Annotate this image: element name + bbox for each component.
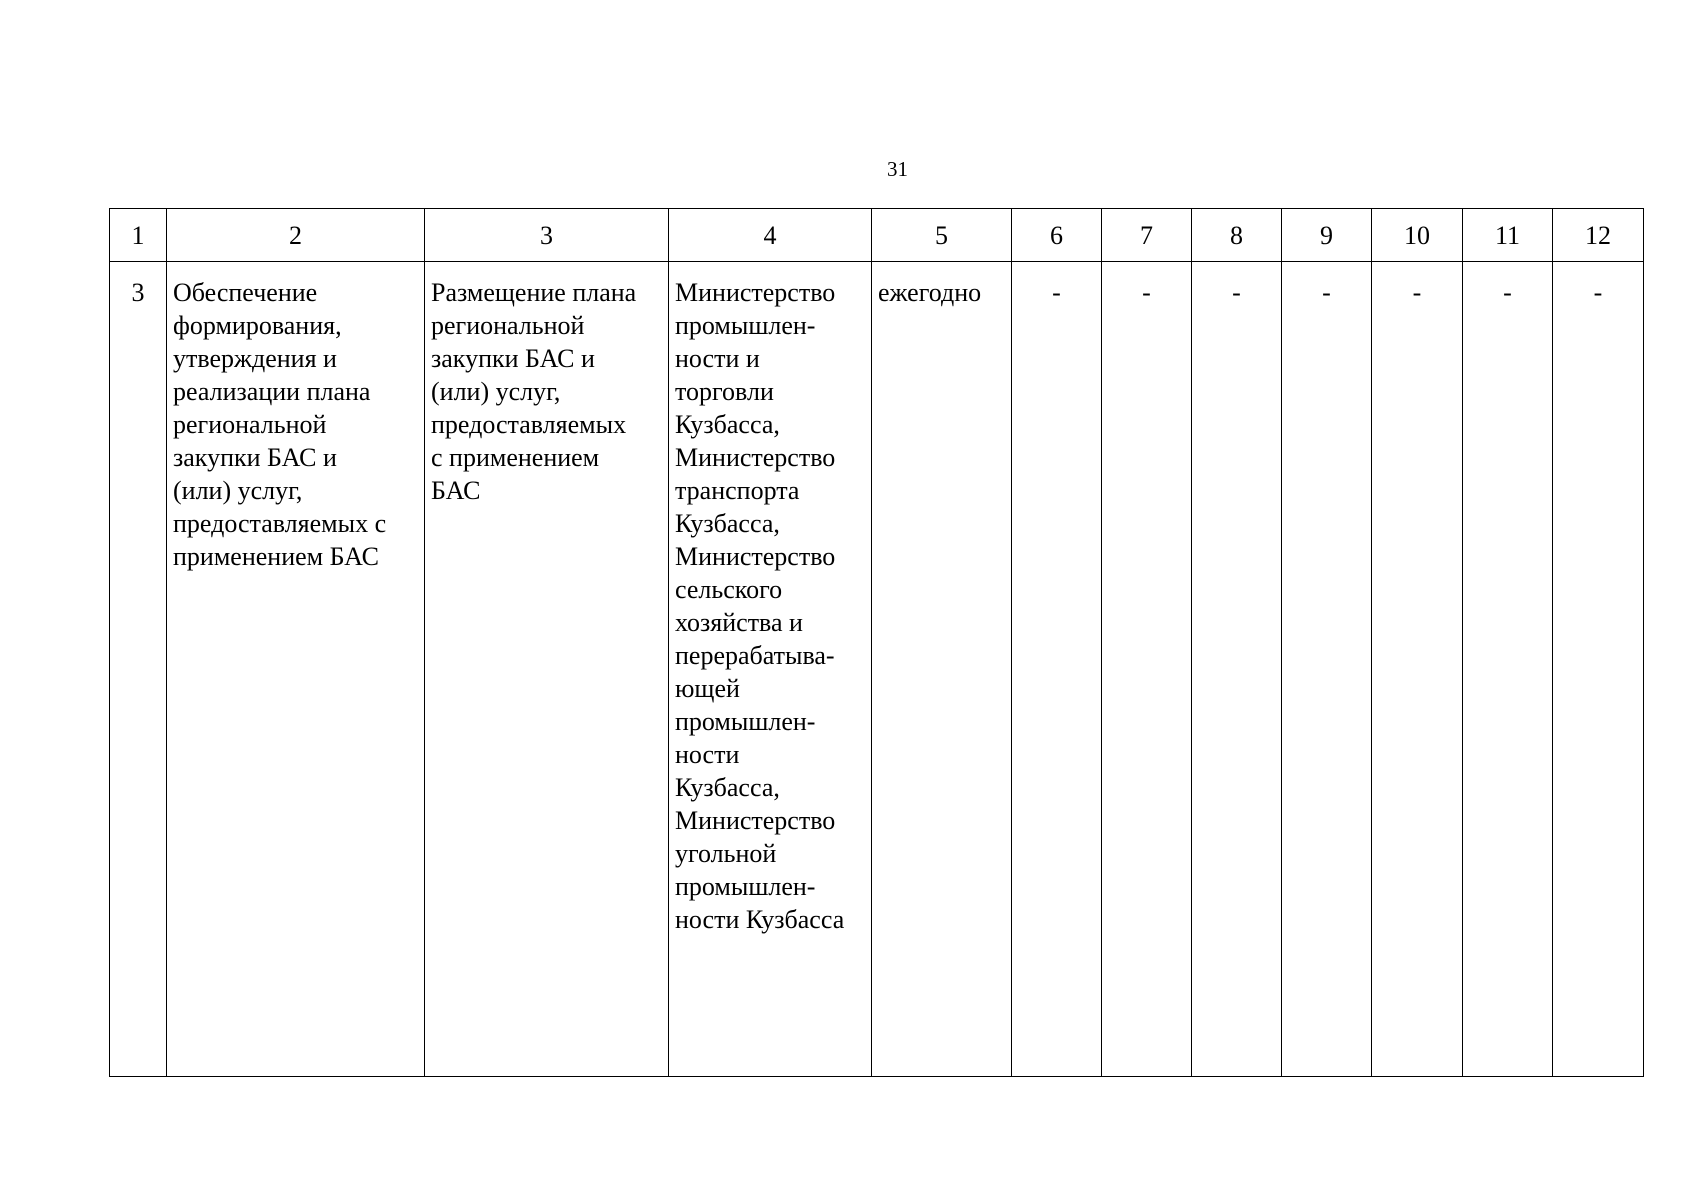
header-cell-1: 1 [110,209,167,262]
value-cell-7: - [1102,262,1192,1077]
table-row [110,262,1644,1077]
responsible-cell [669,262,872,1077]
header-cell-7: 7 [1102,209,1192,262]
value-cell-6: - [1012,262,1102,1077]
table-header-row [110,209,1644,262]
deadline-cell: ежегодно [872,262,1012,1077]
value-cell-10: - [1372,262,1463,1077]
header-cell-3: 3 [425,209,669,262]
value-cell-12: - [1553,262,1644,1077]
header-cell-11: 11 [1463,209,1553,262]
header-cell-6: 6 [1012,209,1102,262]
value-cell-8: - [1192,262,1282,1077]
header-cell-2: 2 [167,209,425,262]
header-cell-8: 8 [1192,209,1282,262]
header-cell-12: 12 [1553,209,1644,262]
header-cell-9: 9 [1282,209,1372,262]
page-number: 31 [887,157,908,181]
header-cell-10: 10 [1372,209,1463,262]
row-number-cell: 3 [110,262,167,1077]
document-table [109,208,1644,1077]
event-text: Обеспечение формирования, утверждения и реализации плана региональной закупки БАС и (или) услуг, предоставляемых с применением БАС [173,278,387,571]
header-cell-4: 4 [669,209,872,262]
event-cell [167,262,425,1077]
value-cell-11: - [1463,262,1553,1077]
responsible-text: Министерство промышлен- ности и торговли Кузбасса, Министерство транспорта Кузбасса, Министерство сельского хозяйства и перерабатыва- ющей промышлен- ности Кузбасса, Министерство угольной промышлен- ности Кузбасса [675,278,845,934]
result-text: Размещение плана региональной закупки БАС и (или) услуг, предоставляемых с применением БАС [431,278,637,505]
result-cell [425,262,669,1077]
value-cell-9: - [1282,262,1372,1077]
header-cell-5: 5 [872,209,1012,262]
